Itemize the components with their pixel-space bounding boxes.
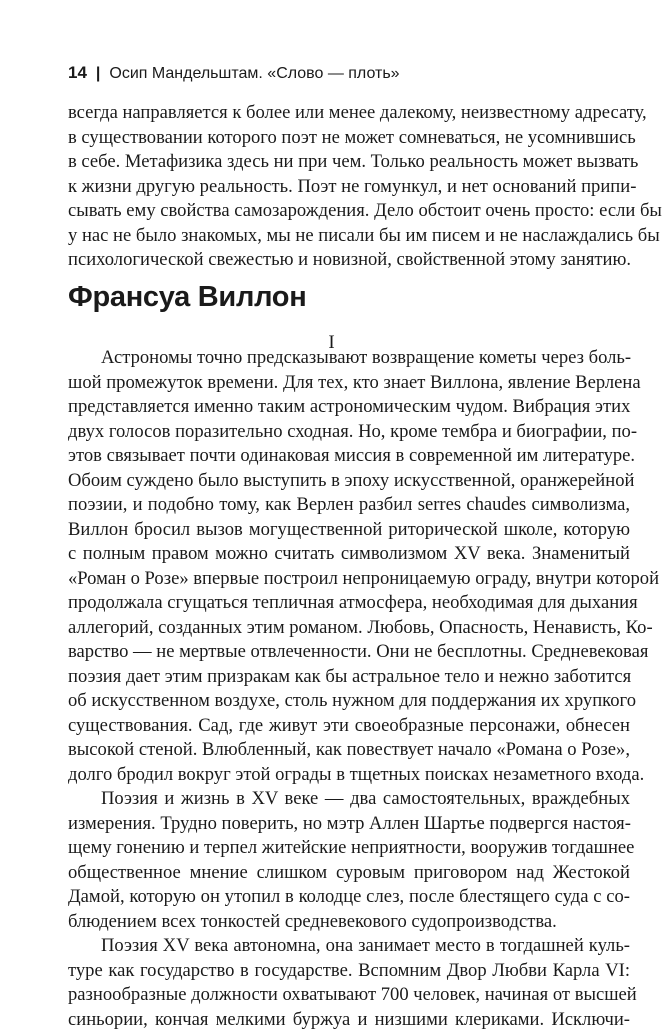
text-line: продолжала сгущаться тепличная атмосфера, необходимая для дыхания: [68, 591, 630, 616]
chapter-body: [68, 346, 630, 1032]
text-line: варство — не мертвые отвлеченности. Они не бесплотны. Средневековая: [68, 640, 630, 665]
text-line: двух голосов поразительно сходная. Но, кроме тембра и биографии, по-: [68, 420, 630, 445]
text-line: Поэзия XV века автономна, она занимает место в тогдашней куль-: [68, 934, 630, 959]
text-line: туре как государство в государстве. Вспомним Двор Любви Карла VI:: [68, 959, 630, 984]
text-line: шой промежуток времени. Для тех, кто знает Виллона, явление Верлена: [68, 371, 630, 396]
chapter-title: Франсуа Виллон: [68, 279, 306, 315]
paragraph: [68, 787, 630, 934]
text-line: об искусственном воздухе, столь нужном для поддержания их хрупкого: [68, 689, 630, 714]
intro-paragraph: [68, 101, 630, 273]
text-line: в себе. Метафизика здесь ни при чем. Только реальность может вызвать: [68, 150, 630, 175]
text-line: существования. Сад, где живут эти своеобразные персонажи, обнесен: [68, 714, 630, 739]
text-line: Дамой, которую он утопил в колодце слез, после блестящего суда с со-: [68, 885, 630, 910]
text-line: высокой стеной. Влюбленный, как повествует начало «Романа о Розе»,: [68, 738, 630, 763]
text-line: с полным правом можно считать символизмом XV века. Знаменитый: [68, 542, 630, 567]
text-line: «Роман о Розе» впервые построил непроницаемую ограду, внутри которой: [68, 567, 630, 592]
running-head: [68, 60, 628, 86]
text-line: Поэзия и жизнь в XV веке — два самостоятельных, враждебных: [68, 787, 630, 812]
text-line: у нас не было знакомых, мы не писали бы им писем и не наслаждались бы: [68, 224, 630, 249]
text-line: всегда направляется к более или менее далекому, неизвестному адресату,: [68, 101, 630, 126]
text-line: Виллон бросил вызов могущественной риторической школе, которую: [68, 518, 630, 543]
text-line: измерения. Трудно поверить, но мэтр Аллен Шартье подвергся настоя-: [68, 812, 630, 837]
text-line: синьории, кончая мелкими буржуа и низшими клериками. Исключи-: [68, 1008, 630, 1032]
text-line: психологической свежестью и новизной, свойственной этому занятию.: [68, 248, 630, 273]
running-head-title: Осип Мандельштам. «Слово — плоть»: [109, 65, 399, 82]
text-line: долго бродил вокруг этой ограды в тщетных поисках незаметного входа.: [68, 763, 630, 788]
text-line: щему гонению и терпел житейские неприятности, вооружив тогдашнее: [68, 836, 630, 861]
paragraph: [68, 346, 630, 787]
text-line: Астрономы точно предсказывают возвращение кометы через боль-: [68, 346, 630, 371]
text-line: разнообразные должности охватывают 700 человек, начиная от высшей: [68, 983, 630, 1008]
page-number: 14: [68, 63, 87, 82]
text-line: сывать ему свойства самозарождения. Дело обстоит очень просто: если бы: [68, 199, 630, 224]
text-line: общественное мнение слишком суровым приговором над Жестокой: [68, 861, 630, 886]
text-line: Обоим суждено было выступить в эпоху искусственной, оранжерейной: [68, 469, 630, 494]
text-line: поэзии, и подобно тому, как Верлен разбил serres chaudes символизма,: [68, 493, 630, 518]
paragraph: [68, 934, 630, 1032]
running-head-separator: |: [96, 61, 100, 87]
text-line: поэзия дает этим призракам как бы астральное тело и нежно заботится: [68, 665, 630, 690]
text-line: блюдением всех тонкостей средневекового судопроизводства.: [68, 910, 630, 935]
text-line: этов связывает почти одинаковая миссия в современной им литературе.: [68, 444, 630, 469]
section-number: I: [0, 331, 663, 355]
text-line: аллегорий, созданных этим романом. Любовь, Опасность, Ненависть, Ко-: [68, 616, 630, 641]
text-line: к жизни другую реальность. Поэт не гомункул, и нет оснований припи-: [68, 175, 630, 200]
text-line: представляется именно таким астрономическим чудом. Вибрация этих: [68, 395, 630, 420]
text-line: в существовании которого поэт не может сомневаться, не усомнившись: [68, 126, 630, 151]
